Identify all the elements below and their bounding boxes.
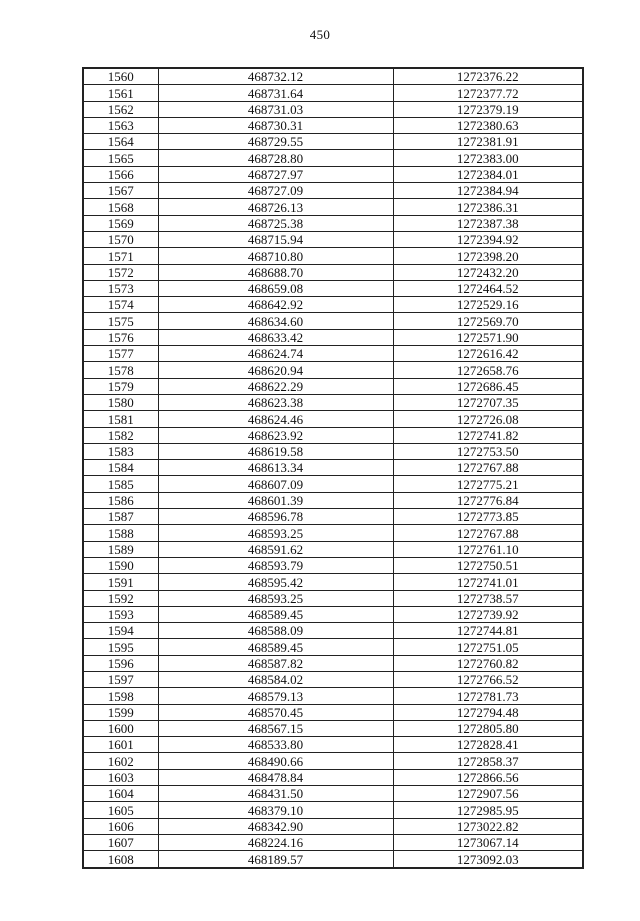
point-number-cell: 1576 [83, 329, 158, 345]
x-coordinate-cell: 468729.55 [158, 134, 393, 150]
x-coordinate-cell: 468622.29 [158, 378, 393, 394]
table-row [83, 443, 583, 459]
y-coordinate-cell: 1272377.72 [393, 85, 583, 101]
page-number: 450 [309, 27, 331, 42]
table-row [83, 117, 583, 133]
point-number-cell: 1598 [83, 688, 158, 704]
x-coordinate-cell: 468588.09 [158, 623, 393, 639]
x-coordinate-cell: 468595.42 [158, 574, 393, 590]
point-number-cell: 1578 [83, 362, 158, 378]
point-number-cell: 1592 [83, 590, 158, 606]
x-coordinate-cell: 468579.13 [158, 688, 393, 704]
y-coordinate-cell: 1272384.94 [393, 183, 583, 199]
point-number-cell: 1561 [83, 85, 158, 101]
x-coordinate-cell: 468607.09 [158, 476, 393, 492]
table-row [83, 85, 583, 101]
x-coordinate-cell: 468726.13 [158, 199, 393, 215]
y-coordinate-cell: 1272761.10 [393, 541, 583, 557]
x-coordinate-cell: 468189.57 [158, 851, 393, 868]
x-coordinate-cell: 468623.38 [158, 394, 393, 410]
point-number-cell: 1600 [83, 720, 158, 736]
x-coordinate-cell: 468624.46 [158, 411, 393, 427]
point-number-cell: 1591 [83, 574, 158, 590]
y-coordinate-cell: 1272384.01 [393, 166, 583, 182]
y-coordinate-cell: 1272805.80 [393, 720, 583, 736]
y-coordinate-cell: 1272707.35 [393, 394, 583, 410]
point-number-cell: 1602 [83, 753, 158, 769]
point-number-cell: 1604 [83, 786, 158, 802]
point-number-cell: 1571 [83, 248, 158, 264]
x-coordinate-cell: 468732.12 [158, 68, 393, 85]
table-row [83, 671, 583, 687]
point-number-cell: 1599 [83, 704, 158, 720]
point-number-cell: 1560 [83, 68, 158, 85]
x-coordinate-cell: 468342.90 [158, 818, 393, 834]
y-coordinate-cell: 1272383.00 [393, 150, 583, 166]
y-coordinate-cell: 1272464.52 [393, 280, 583, 296]
point-number-cell: 1589 [83, 541, 158, 557]
table-row [83, 688, 583, 704]
table-row [83, 557, 583, 573]
table-row [83, 460, 583, 476]
table-row [83, 655, 583, 671]
y-coordinate-cell: 1272381.91 [393, 134, 583, 150]
y-coordinate-cell: 1272658.76 [393, 362, 583, 378]
point-number-cell: 1575 [83, 313, 158, 329]
y-coordinate-cell: 1272776.84 [393, 492, 583, 508]
point-number-cell: 1573 [83, 280, 158, 296]
x-coordinate-cell: 468593.79 [158, 557, 393, 573]
table-row [83, 231, 583, 247]
x-coordinate-cell: 468589.45 [158, 606, 393, 622]
x-coordinate-cell: 468659.08 [158, 280, 393, 296]
y-coordinate-cell: 1272794.48 [393, 704, 583, 720]
x-coordinate-cell: 468478.84 [158, 769, 393, 785]
point-number-cell: 1593 [83, 606, 158, 622]
point-number-cell: 1566 [83, 166, 158, 182]
point-number-cell: 1582 [83, 427, 158, 443]
table-row [83, 68, 583, 85]
table-row [83, 639, 583, 655]
point-number-cell: 1590 [83, 557, 158, 573]
table-row [83, 769, 583, 785]
point-number-cell: 1586 [83, 492, 158, 508]
table-row [83, 623, 583, 639]
y-coordinate-cell: 1272753.50 [393, 443, 583, 459]
x-coordinate-cell: 468613.34 [158, 460, 393, 476]
point-number-cell: 1585 [83, 476, 158, 492]
y-coordinate-cell: 1273067.14 [393, 834, 583, 850]
point-number-cell: 1597 [83, 671, 158, 687]
y-coordinate-cell: 1272741.82 [393, 427, 583, 443]
coordinates-table [82, 67, 584, 869]
x-coordinate-cell: 468593.25 [158, 525, 393, 541]
table-row [83, 329, 583, 345]
x-coordinate-cell: 468619.58 [158, 443, 393, 459]
table-row [83, 753, 583, 769]
y-coordinate-cell: 1272571.90 [393, 329, 583, 345]
y-coordinate-cell: 1273092.03 [393, 851, 583, 868]
y-coordinate-cell: 1272386.31 [393, 199, 583, 215]
table-row [83, 574, 583, 590]
y-coordinate-cell: 1272741.01 [393, 574, 583, 590]
y-coordinate-cell: 1272775.21 [393, 476, 583, 492]
y-coordinate-cell: 1272866.56 [393, 769, 583, 785]
table-row [83, 346, 583, 362]
x-coordinate-cell: 468731.64 [158, 85, 393, 101]
point-number-cell: 1564 [83, 134, 158, 150]
x-coordinate-cell: 468224.16 [158, 834, 393, 850]
point-number-cell: 1570 [83, 231, 158, 247]
x-coordinate-cell: 468710.80 [158, 248, 393, 264]
table-row [83, 737, 583, 753]
y-coordinate-cell: 1272726.08 [393, 411, 583, 427]
y-coordinate-cell: 1272739.92 [393, 606, 583, 622]
point-number-cell: 1563 [83, 117, 158, 133]
y-coordinate-cell: 1272985.95 [393, 802, 583, 818]
point-number-cell: 1577 [83, 346, 158, 362]
y-coordinate-cell: 1272767.88 [393, 460, 583, 476]
point-number-cell: 1569 [83, 215, 158, 231]
x-coordinate-cell: 468730.31 [158, 117, 393, 133]
x-coordinate-cell: 468533.80 [158, 737, 393, 753]
y-coordinate-cell: 1272379.19 [393, 101, 583, 117]
y-coordinate-cell: 1272380.63 [393, 117, 583, 133]
point-number-cell: 1596 [83, 655, 158, 671]
y-coordinate-cell: 1272760.82 [393, 655, 583, 671]
point-number-cell: 1606 [83, 818, 158, 834]
table-row [83, 427, 583, 443]
x-coordinate-cell: 468596.78 [158, 509, 393, 525]
table-row [83, 150, 583, 166]
x-coordinate-cell: 468727.09 [158, 183, 393, 199]
x-coordinate-cell: 468379.10 [158, 802, 393, 818]
y-coordinate-cell: 1272376.22 [393, 68, 583, 85]
table-row [83, 720, 583, 736]
table-row [83, 134, 583, 150]
x-coordinate-cell: 468567.15 [158, 720, 393, 736]
y-coordinate-cell: 1272686.45 [393, 378, 583, 394]
point-number-cell: 1574 [83, 297, 158, 313]
table-row [83, 851, 583, 868]
table-row [83, 297, 583, 313]
table-row [83, 248, 583, 264]
y-coordinate-cell: 1272781.73 [393, 688, 583, 704]
x-coordinate-cell: 468688.70 [158, 264, 393, 280]
y-coordinate-cell: 1272773.85 [393, 509, 583, 525]
table-row [83, 802, 583, 818]
table-row [83, 199, 583, 215]
point-number-cell: 1594 [83, 623, 158, 639]
point-number-cell: 1581 [83, 411, 158, 427]
y-coordinate-cell: 1272616.42 [393, 346, 583, 362]
y-coordinate-cell: 1272750.51 [393, 557, 583, 573]
table-row [83, 280, 583, 296]
x-coordinate-cell: 468623.92 [158, 427, 393, 443]
point-number-cell: 1580 [83, 394, 158, 410]
x-coordinate-cell: 468633.42 [158, 329, 393, 345]
y-coordinate-cell: 1272907.56 [393, 786, 583, 802]
x-coordinate-cell: 468624.74 [158, 346, 393, 362]
table-row [83, 313, 583, 329]
x-coordinate-cell: 468584.02 [158, 671, 393, 687]
y-coordinate-cell: 1272398.20 [393, 248, 583, 264]
x-coordinate-cell: 468570.45 [158, 704, 393, 720]
table-row [83, 818, 583, 834]
x-coordinate-cell: 468727.97 [158, 166, 393, 182]
table-row [83, 541, 583, 557]
y-coordinate-cell: 1272744.81 [393, 623, 583, 639]
table-row [83, 590, 583, 606]
table-row [83, 411, 583, 427]
point-number-cell: 1568 [83, 199, 158, 215]
x-coordinate-cell: 468591.62 [158, 541, 393, 557]
y-coordinate-cell: 1272751.05 [393, 639, 583, 655]
coordinates-table-body [83, 68, 583, 868]
y-coordinate-cell: 1273022.82 [393, 818, 583, 834]
point-number-cell: 1603 [83, 769, 158, 785]
point-number-cell: 1588 [83, 525, 158, 541]
table-row [83, 183, 583, 199]
x-coordinate-cell: 468490.66 [158, 753, 393, 769]
table-row [83, 264, 583, 280]
x-coordinate-cell: 468620.94 [158, 362, 393, 378]
table-row [83, 509, 583, 525]
y-coordinate-cell: 1272828.41 [393, 737, 583, 753]
point-number-cell: 1608 [83, 851, 158, 868]
point-number-cell: 1584 [83, 460, 158, 476]
x-coordinate-cell: 468634.60 [158, 313, 393, 329]
y-coordinate-cell: 1272569.70 [393, 313, 583, 329]
point-number-cell: 1567 [83, 183, 158, 199]
y-coordinate-cell: 1272738.57 [393, 590, 583, 606]
point-number-cell: 1572 [83, 264, 158, 280]
table-row [83, 101, 583, 117]
x-coordinate-cell: 468728.80 [158, 150, 393, 166]
y-coordinate-cell: 1272432.20 [393, 264, 583, 280]
point-number-cell: 1579 [83, 378, 158, 394]
point-number-cell: 1607 [83, 834, 158, 850]
point-number-cell: 1583 [83, 443, 158, 459]
x-coordinate-cell: 468589.45 [158, 639, 393, 655]
point-number-cell: 1595 [83, 639, 158, 655]
point-number-cell: 1601 [83, 737, 158, 753]
y-coordinate-cell: 1272767.88 [393, 525, 583, 541]
point-number-cell: 1565 [83, 150, 158, 166]
x-coordinate-cell: 468725.38 [158, 215, 393, 231]
y-coordinate-cell: 1272394.92 [393, 231, 583, 247]
x-coordinate-cell: 468431.50 [158, 786, 393, 802]
y-coordinate-cell: 1272766.52 [393, 671, 583, 687]
table-row [83, 378, 583, 394]
table-row [83, 476, 583, 492]
table-row [83, 362, 583, 378]
y-coordinate-cell: 1272858.37 [393, 753, 583, 769]
table-row [83, 704, 583, 720]
table-row [83, 606, 583, 622]
x-coordinate-cell: 468715.94 [158, 231, 393, 247]
y-coordinate-cell: 1272387.38 [393, 215, 583, 231]
x-coordinate-cell: 468601.39 [158, 492, 393, 508]
table-row [83, 786, 583, 802]
table-row [83, 166, 583, 182]
table-row [83, 525, 583, 541]
table-row [83, 394, 583, 410]
table-row [83, 215, 583, 231]
x-coordinate-cell: 468642.92 [158, 297, 393, 313]
point-number-cell: 1587 [83, 509, 158, 525]
x-coordinate-cell: 468587.82 [158, 655, 393, 671]
point-number-cell: 1562 [83, 101, 158, 117]
table-row [83, 834, 583, 850]
point-number-cell: 1605 [83, 802, 158, 818]
x-coordinate-cell: 468731.03 [158, 101, 393, 117]
y-coordinate-cell: 1272529.16 [393, 297, 583, 313]
table-row [83, 492, 583, 508]
x-coordinate-cell: 468593.25 [158, 590, 393, 606]
